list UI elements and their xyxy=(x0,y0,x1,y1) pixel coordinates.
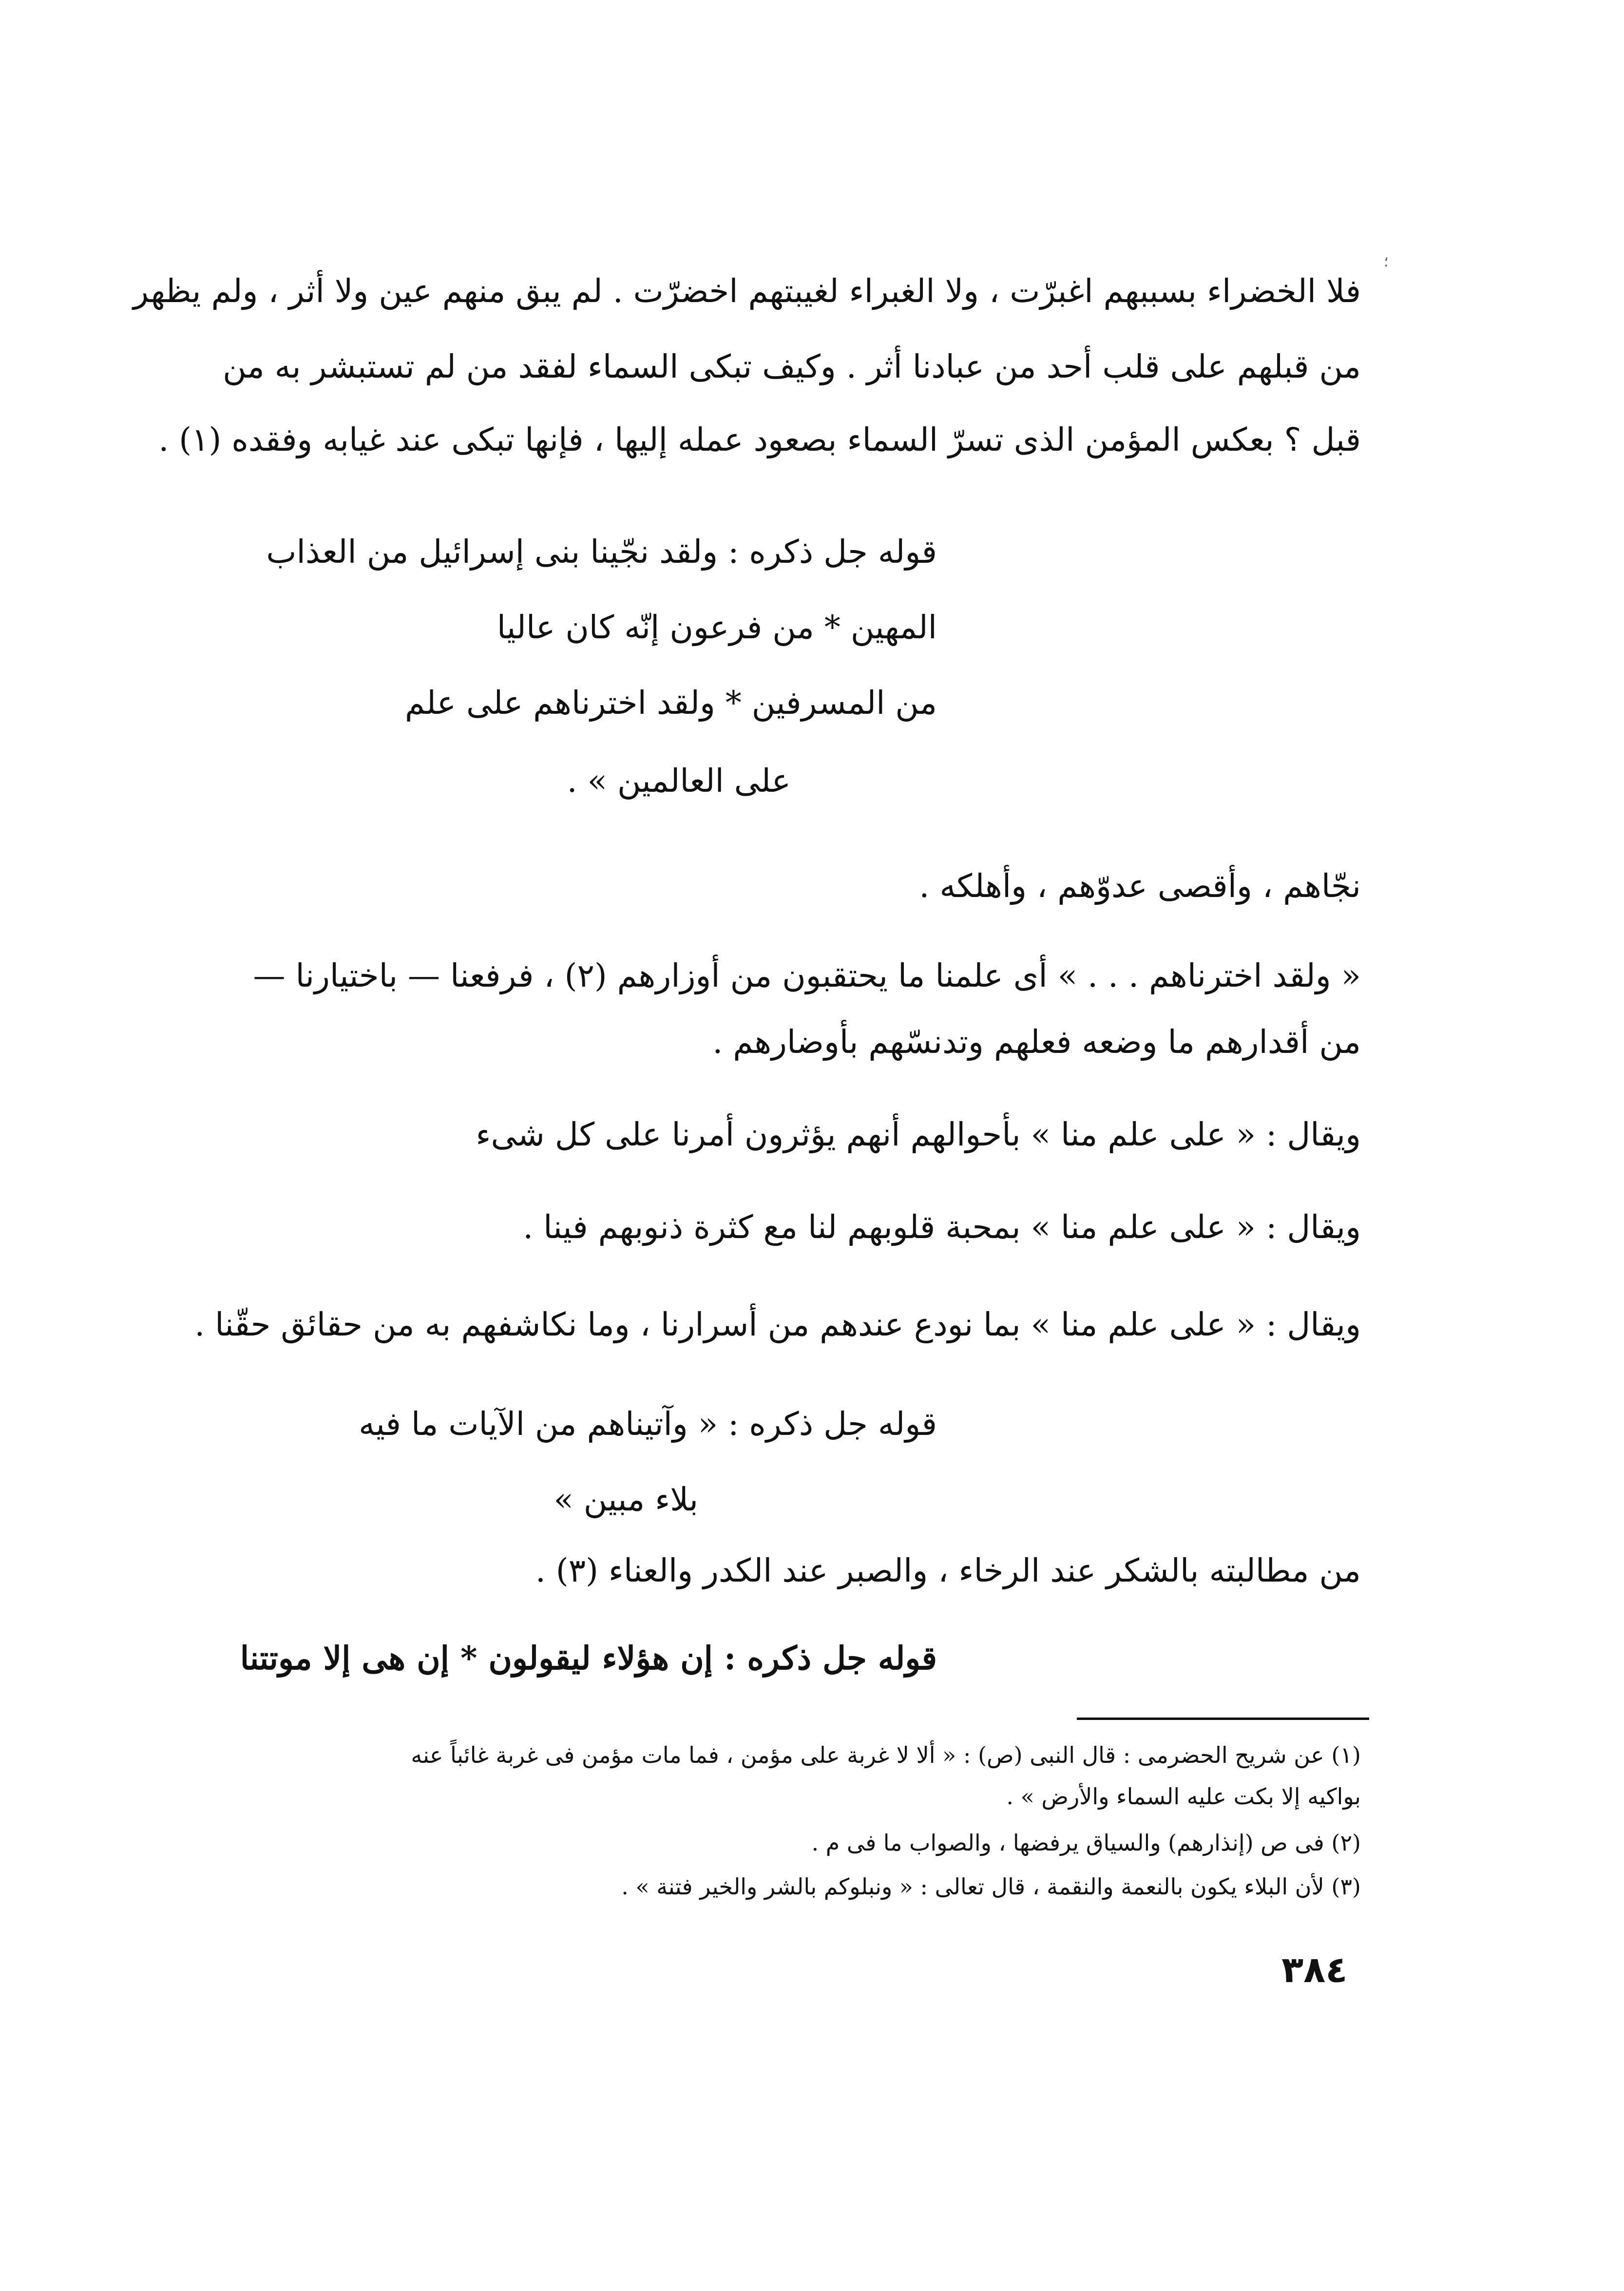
commentary-line: ويقال : « على علم منا » بأحوالهم أنهم يؤثرون أمرنا على كل شىء xyxy=(476,1116,1361,1153)
commentary-line: من أقدارهم ما وضعه فعلهم وتدنسّهم بأوضارهم . xyxy=(712,1023,1361,1061)
page-number: ٣٨٤ xyxy=(1281,1949,1348,1991)
commentary-line: ويقال : « على علم منا » بما نودع عندهم من أسرارنا ، وما نكاشفهم به من حقائق حقّنا . xyxy=(194,1306,1361,1343)
verse-line: من المسرفين * ولقد اخترناهم على علم xyxy=(404,684,937,722)
paragraph-line: من قبلهم على قلب أحد من عبادنا أثر . وكيف تبكى السماء لفقد من لم تستبشر به من xyxy=(223,348,1361,385)
footnote-line: (١) عن شريح الحضرمى : قال النبى (ص) : « ألا لا غربة على مؤمن ، فما مات مؤمن فى غربة غائباً عنه xyxy=(411,1742,1361,1768)
commentary-line: من مطالبته بالشكر عند الرخاء ، والصبر عند الكدر والعناء (٣) . xyxy=(535,1552,1361,1589)
footnote-line: (٢) فى ص (إنذارهم) والسياق يرفضها ، والصواب ما فى م . xyxy=(811,1830,1361,1856)
commentary-line: نجّاهم ، وأقصى عدوّهم ، وأهلكه . xyxy=(919,867,1361,905)
footnote-line: بواكيه إلا بكت عليه السماء والأرض » . xyxy=(1006,1783,1361,1810)
footnote-divider xyxy=(1077,1718,1369,1720)
commentary-line: « ولقد اخترناهم . . . » أى علمنا ما يحتقبون من أوزارهم (٢) ، فرفعنا — باختيارنا — xyxy=(253,957,1361,994)
paragraph-line: قبل ؟ بعكس المؤمن الذى تسرّ السماء بصعود عمله إليها ، فإنها تبكى عند غيابه وفقده (١) . xyxy=(158,421,1361,458)
verse-line: على العالمين » . xyxy=(567,762,791,800)
footnote-line: (٣) لأن البلاء يكون بالنعمة والنقمة ، قال تعالى : « ونبلوكم بالشر والخير فتنة » . xyxy=(621,1873,1361,1900)
paragraph-line: فلا الخضراء بسببهم اغبرّت ، ولا الغبراء لغيبتهم اخضرّت . لم يبق منهم عين ولا أثر ، ولم يظهر xyxy=(133,272,1361,310)
margin-mark: ؛ xyxy=(1384,253,1389,270)
verse-line: بلاء مبين » xyxy=(554,1481,698,1518)
verse-line: المهين * من فرعون إنّه كان عاليا xyxy=(497,609,937,646)
verse-line: قوله جل ذكره : إن هؤلاء ليقولون * إن هى إلا موتتنا xyxy=(240,1639,937,1677)
verse-line: قوله جل ذكره : ولقد نجّينا بنى إسرائيل من العذاب xyxy=(266,533,937,571)
commentary-line: ويقال : « على علم منا » بمحبة قلوبهم لنا مع كثرة ذنوبهم فينا . xyxy=(523,1208,1361,1246)
verse-line: قوله جل ذكره : « وآتيناهم من الآيات ما فيه xyxy=(359,1405,937,1443)
